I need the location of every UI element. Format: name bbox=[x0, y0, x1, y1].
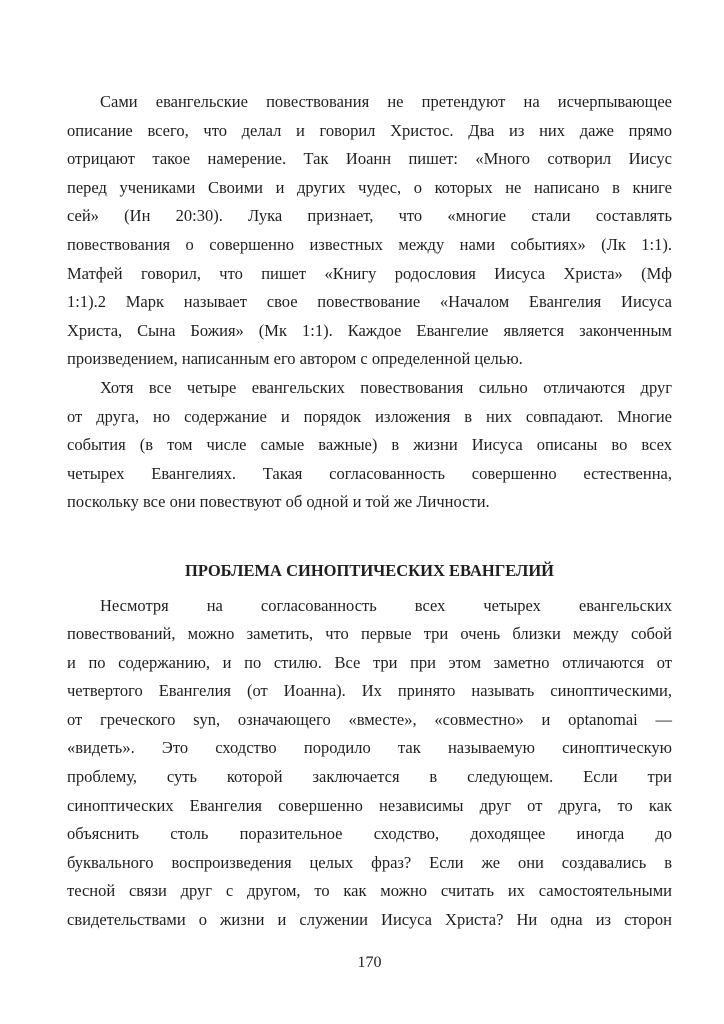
text-line: сей» (Ин 20:30). Лука признает, что «многие стали составлять bbox=[67, 206, 672, 226]
text-line: «видеть». Это сходство породило так называемую синоптическую bbox=[67, 738, 672, 758]
text-line: Христа, Сына Божия» (Мк 1:1). Каждое Евангелие является законченным bbox=[67, 320, 672, 340]
text-line: повествования о совершенно известных между нами событиях» (Лк 1:1). bbox=[67, 234, 672, 254]
text-line: описание всего, что делал и говорил Христос. Два из них даже прямо bbox=[67, 120, 672, 140]
text-line: события (в том числе самые важные) в жизни Иисуса описаны во всех bbox=[67, 435, 672, 455]
paragraph bbox=[67, 592, 672, 935]
text-line: от друга, но содержание и порядок изложения в них совпадают. Многие bbox=[67, 406, 672, 426]
text-line: от греческого syn, означающего «вместе», «совместно» и optanomai — bbox=[67, 709, 672, 729]
text-line: повествований, можно заметить, что первые три очень близки между собой bbox=[67, 624, 672, 644]
text-line: и по содержанию, и по стилю. Все три при этом заметно отличаются от bbox=[67, 652, 672, 672]
text-line: синоптических Евангелия совершенно независимы друг от друга, то как bbox=[67, 795, 672, 815]
text-line: Матфей говорил, что пишет «Книгу родословия Иисуса Христа» (Мф bbox=[67, 263, 672, 283]
text-line: поскольку все они повествуют об одной и той же Личности. bbox=[67, 492, 490, 512]
paragraph bbox=[67, 88, 672, 374]
text-line: Несмотря на согласованность всех четырех евангельских bbox=[100, 595, 672, 615]
paragraph bbox=[67, 374, 672, 517]
text-line: четвертого Евангелия (от Иоанна). Их принято называть синоптическими, bbox=[67, 681, 672, 701]
page-number: 170 bbox=[357, 953, 382, 971]
text-line: свидетельствами о жизни и служении Иисуса Христа? Ни одна из сторон bbox=[67, 910, 672, 930]
text-line: буквального воспроизведения целых фраз? Если же они создавались в bbox=[67, 852, 672, 872]
text-line: отрицают такое намерение. Так Иоанн пишет: «Много сотворил Иисус bbox=[67, 149, 672, 169]
text-line: произведением, написанным его автором с определенной целью. bbox=[67, 349, 523, 369]
text-line: четырех Евангелиях. Такая согласованность совершенно естественна, bbox=[67, 463, 672, 483]
page-content bbox=[67, 88, 672, 935]
text-line: тесной связи друг с другом, то как можно считать их самостоятельными bbox=[67, 881, 672, 901]
text-line: Хотя все четыре евангельских повествования сильно отличаются друг bbox=[100, 377, 672, 397]
text-line: 1:1).2 Марк называет свое повествование «Началом Евангелия Иисуса bbox=[67, 292, 672, 312]
text-line: перед учениками Своими и других чудес, о которых не написано в книге bbox=[67, 177, 672, 197]
section-heading: ПРОБЛЕМА СИНОПТИЧЕСКИХ ЕВАНГЕЛИЙ bbox=[185, 560, 554, 580]
text-line: Сами евангельские повествования не претендуют на исчерпывающее bbox=[100, 92, 672, 111]
text-line: проблему, суть которой заключается в следующем. Если три bbox=[67, 767, 672, 787]
text-line: объяснить столь поразительное сходство, доходящее иногда до bbox=[67, 824, 672, 844]
